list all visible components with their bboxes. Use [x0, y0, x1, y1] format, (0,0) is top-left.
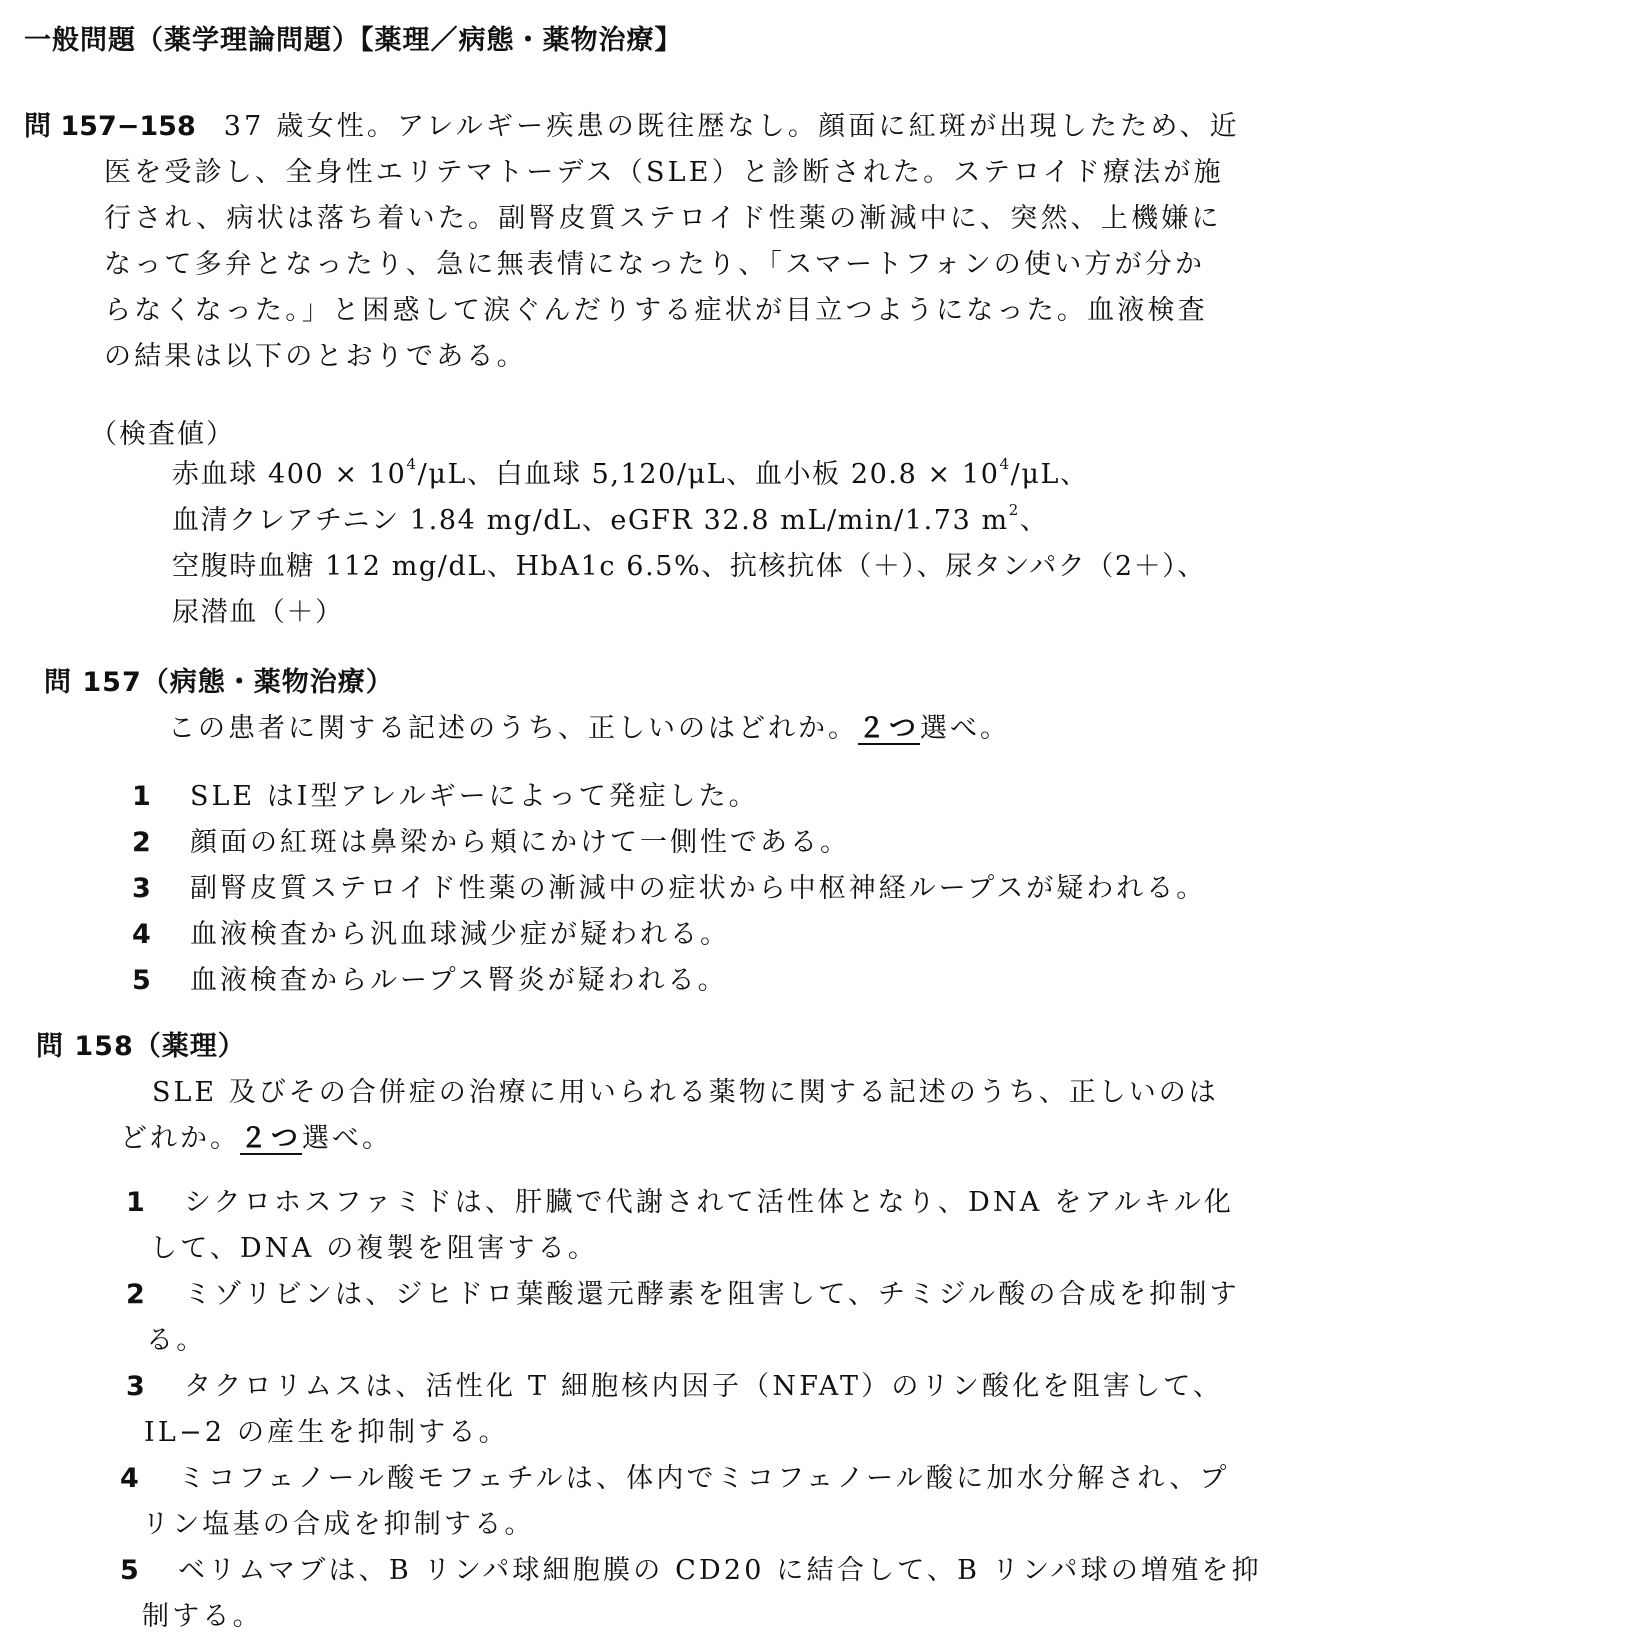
q158-choose-count: ２つ	[240, 1123, 302, 1154]
lab-title: （検査値）	[90, 419, 235, 450]
stem-text: 37 歳女性。アレルギー疾患の既往歴なし。顔面に紅斑が出現したため、近	[223, 111, 1240, 142]
lab-line-2: 血清クレアチニン 1.84 mg/dL、eGFR 32.8 mL/min/1.73 $m^2$、	[172, 501, 1049, 536]
q158-prompt-line-1: SLE 及びその合併症の治療に用いられる薬物に関する記述のうち、正しいのは	[152, 1077, 1219, 1108]
q158-option-4[interactable]: 4 ミコフェノール酸モフェチルは、体内でミコフェノール酸に加水分解され、プ リン塩基の合成を抑制する。	[120, 1463, 1230, 1540]
q158-title: 問 158（薬理）	[36, 1031, 246, 1062]
stem-line-4: なって多弁となったり、急に無表情になったり、「スマートフォンの使い方が分か	[104, 249, 1206, 280]
q157-prompt: この患者に関する記述のうち、正しいのはどれか。２つ選べ。	[168, 713, 1010, 744]
stem-line-6: の結果は以下のとおりである。	[104, 341, 527, 372]
lab-values	[172, 452, 1206, 636]
q158-option-2[interactable]: 2 ミゾリビンは、ジヒドロ葉酸還元酵素を阻害して、チミジル酸の合成を抑制す る。	[126, 1279, 1240, 1356]
question-number: 問 157−158	[24, 111, 196, 142]
page-header: 一般問題（薬学理論問題）【薬理／病態・薬物治療】	[24, 25, 683, 56]
lab-line-3: 空腹時血糖 112 mg/dL、HbA1c 6.5%、抗核抗体（＋）、尿タンパク（2＋）、	[172, 551, 1206, 582]
lab-line-1: 赤血球 $400 \times 10^4/\mu L$、白血球 5,120/μL、血小板 $20.8 \times 10^4/\mu L$、	[172, 455, 1089, 490]
q157-option-5[interactable]: 5 血液検査からループス腎炎が疑われる。	[132, 965, 728, 996]
q157-option-3[interactable]: 3 副腎皮質ステロイド性薬の漸減中の症状から中枢神経ループスが疑われる。	[132, 873, 1207, 904]
lab-line-4: 尿潜血（＋）	[172, 597, 344, 628]
q158-option-3[interactable]: 3 タクロリムスは、活性化 T 細胞核内因子（NFAT）のリン酸化を阻害して、 IL−2 の産生を抑制する。	[126, 1371, 1224, 1448]
stem-body	[104, 150, 1224, 380]
q157-choose-count: ２つ	[858, 713, 920, 744]
q157-title: 問 157（病態・薬物治療）	[44, 667, 394, 698]
q157-option-4[interactable]: 4 血液検査から汎血球減少症が疑われる。	[132, 919, 730, 950]
q158-prompt-line-2: どれか。２つ選べ。	[120, 1123, 392, 1154]
stem-line-1	[24, 104, 1240, 150]
stem-line-5: らなくなった。」と困惑して涙ぐんだりする症状が目立つようになった。血液検査	[104, 295, 1208, 326]
stem-line-2: 医を受診し、全身性エリテマトーデス（SLE）と診断された。ステロイド療法が施	[104, 157, 1224, 188]
question-stem	[24, 104, 1240, 150]
q157-option-1[interactable]: 1 SLE はⅠ型アレルギーによって発症した。	[132, 781, 759, 812]
q158-option-5[interactable]: 5 ベリムマブは、B リンパ球細胞膜の CD20 に結合して、B リンパ球の増殖を抑 制する。	[120, 1555, 1262, 1632]
q158-option-1[interactable]: 1 シクロホスファミドは、肝臓で代謝されて活性体となり、DNA をアルキル化 して、DNA の複製を阻害する。	[126, 1187, 1235, 1264]
stem-line-3: 行され、病状は落ち着いた。副腎皮質ステロイド性薬の漸減中に、突然、上機嫌に	[104, 203, 1222, 234]
q157-option-2[interactable]: 2 顔面の紅斑は鼻梁から頬にかけて一側性である。	[132, 827, 850, 858]
